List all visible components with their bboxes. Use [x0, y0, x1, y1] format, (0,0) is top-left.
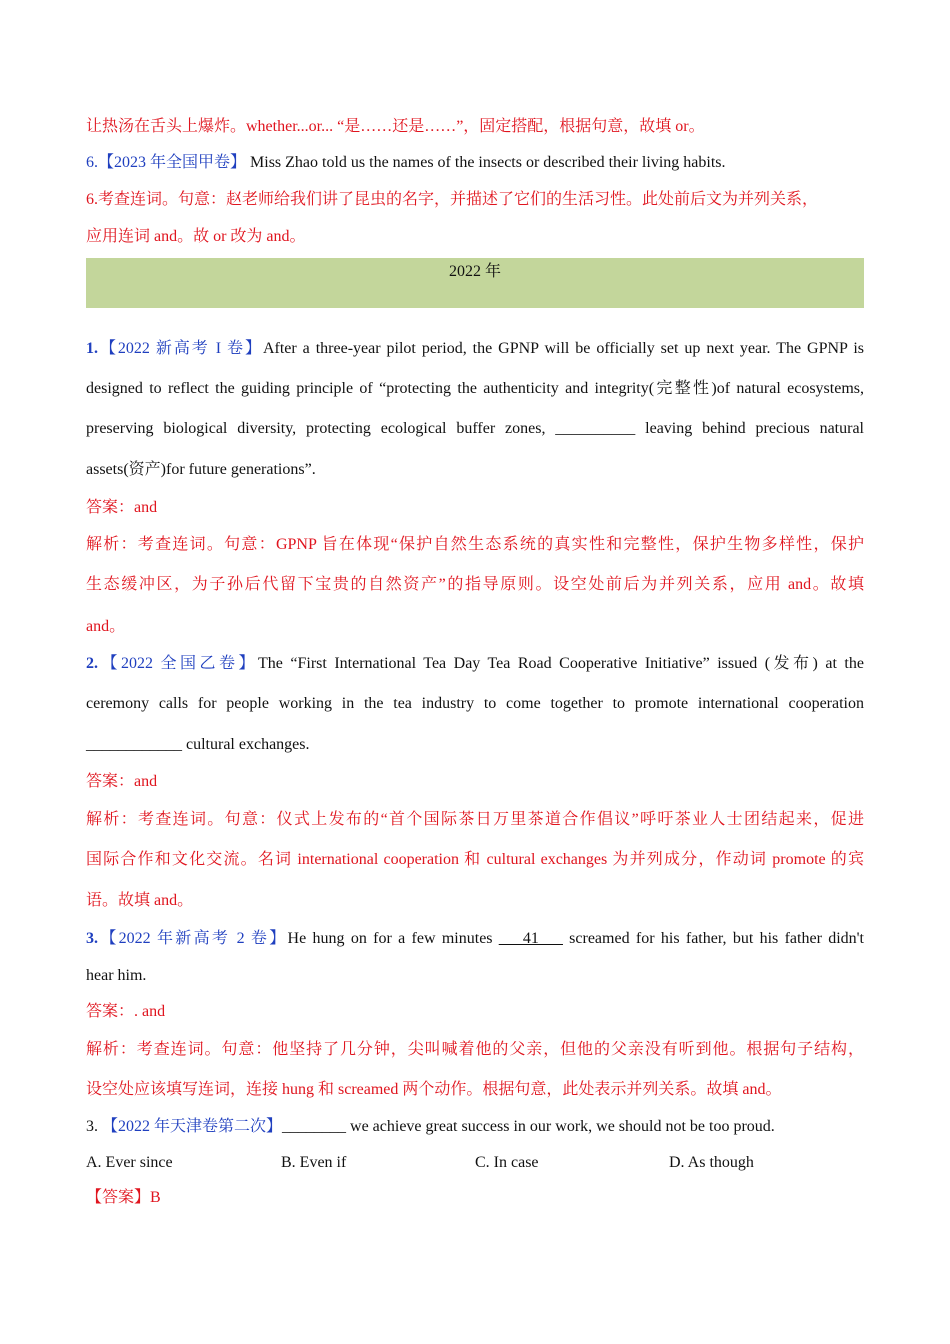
question-text: Miss Zhao told us the names of the insects or described their living habits.	[246, 154, 726, 171]
option-d: D. As though	[669, 1154, 754, 1171]
answer-3: 答案：. and	[86, 1003, 166, 1020]
question-2-line-3: ____________ cultural exchanges.	[86, 736, 310, 753]
explanation-3-line-2: 设空处应该填写连词，连接 hung 和 screamed 两个动作。根据句意，此处表示并列关系。故填 and。	[86, 1081, 782, 1098]
question-3-line-2: hear him.	[86, 967, 147, 984]
question-number: 1.	[86, 340, 98, 357]
question-text: He hung on for a few minutes	[287, 930, 499, 947]
explanation-2-line-1: 解析：考查连词。句意：仪式上发布的“首个国际茶日万里茶道合作倡议”呼吁茶业人士团结起来，促进	[86, 811, 864, 828]
answer-6-line-2: 应用连词 and。故 or 改为 and。	[86, 228, 306, 245]
explanation-2-line-2: 国际合作和文化交流。名词 international cooperation 和 cultural exchanges 为并列成分，作动词 promote 的宾	[86, 851, 864, 868]
question-3-tianjin	[86, 1117, 864, 1137]
answer-6-line-1: 6.考查连词。句意：赵老师给我们讲了昆虫的名字，并描述了它们的生活习性。此处前后文为并列关系，	[86, 191, 819, 208]
question-number: 6.	[86, 154, 98, 171]
question-1-line-2: designed to reflect the guiding principle of “protecting the authenticity and integrity(完整性)of natural ecosystems,	[86, 380, 864, 397]
question-2-line-1	[86, 654, 864, 674]
question-number: 2.	[86, 655, 98, 672]
prev-explanation-line: 让热汤在舌头上爆炸。whether...or... “是……还是……”，固定搭配，根据句意，故填 or。	[86, 118, 705, 135]
question-3-line-1	[86, 929, 864, 949]
option-a: A. Ever since	[86, 1154, 173, 1171]
question-2-line-2: ceremony calls for people working in the tea industry to come together to promote international cooperation	[86, 695, 864, 712]
year-label: 2022 年	[448, 263, 501, 280]
year-section-header	[86, 258, 864, 308]
option-c: C. In case	[475, 1154, 539, 1171]
blank-41: ___41___	[498, 930, 563, 947]
explanation-2-line-3: 语。故填 and。	[86, 892, 194, 909]
question-text: After a three-year pilot period, the GPNP will be officially set up next year. The GPNP is	[262, 340, 864, 357]
explanation-1-line-1: 解析：考查连词。句意：GPNP 旨在体现“保护自然生态系统的真实性和完整性，保护生物多样性，保护	[86, 536, 864, 553]
answer-3-tianjin: 【答案】B	[86, 1189, 161, 1206]
answer-2: 答案：and	[86, 773, 158, 790]
question-source: 【2022 新高考 I 卷】	[98, 340, 263, 357]
question-source: 【2022 年新高考 2 卷】	[98, 930, 288, 947]
question-1-line-4: assets(资产)for future generations”.	[86, 461, 316, 478]
question-1-line-1	[86, 339, 864, 359]
question-6	[86, 153, 864, 173]
question-source: 【2022 年天津卷第二次】	[102, 1118, 283, 1135]
question-source: 【2023 年全国甲卷】	[98, 154, 247, 171]
question-text: screamed for his father, but his father didn't	[562, 930, 864, 947]
question-source: 【2022 全国乙卷】	[98, 655, 259, 672]
question-text: ________ we achieve great success in our work, we should not be too proud.	[282, 1118, 775, 1135]
option-b: B. Even if	[281, 1154, 347, 1171]
explanation-1-line-2: 生态缓冲区，为子孙后代留下宝贵的自然资产”的指导原则。设空处前后为并列关系，应用 and。故填	[86, 576, 864, 593]
answer-1: 答案：and	[86, 499, 158, 516]
question-number: 3.	[86, 1118, 102, 1135]
question-text: The “First International Tea Day Tea Road Cooperative Initiative” issued (发布) at the	[258, 655, 864, 672]
explanation-1-line-3: and。	[86, 618, 126, 635]
question-1-line-3: preserving biological diversity, protecting ecological buffer zones, __________ leaving behind precious natural	[86, 420, 864, 437]
question-number: 3.	[86, 930, 98, 947]
explanation-3-line-1: 解析：考查连词。句意：他坚持了几分钟，尖叫喊着他的父亲，但他的父亲没有听到他。根据句子结构，	[86, 1041, 864, 1058]
